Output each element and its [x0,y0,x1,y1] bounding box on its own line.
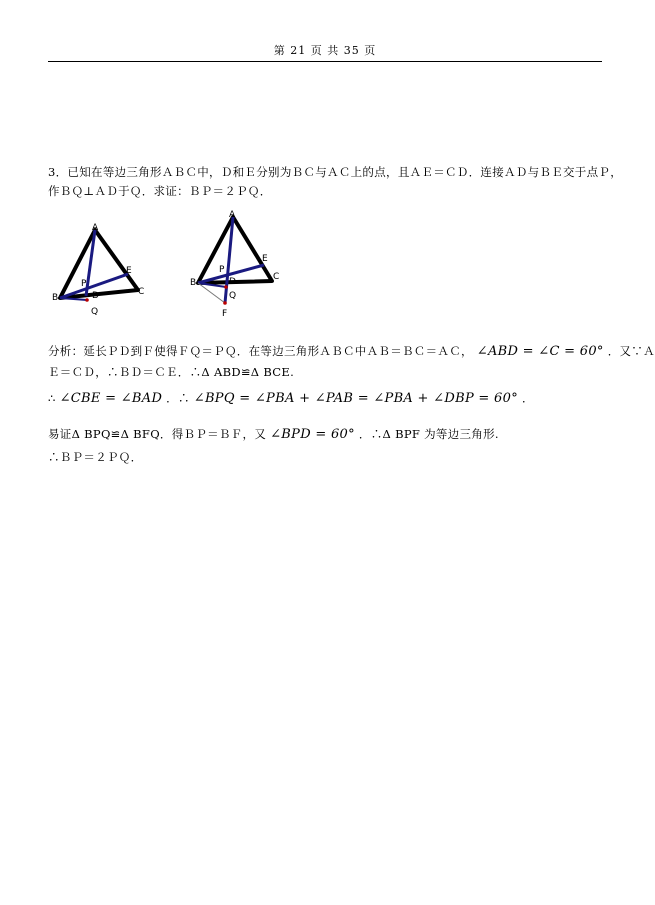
analysis-line-4-tail: ．∴Δ BPF 为等边三角形. [358,427,499,441]
label-q: Q [91,307,99,317]
label-q: Q [229,291,237,301]
analysis-line-4-text: 易证Δ BPQ≌Δ BFQ．得ＢＰ＝ＢＦ，又 [48,427,267,441]
label-p: P [219,265,225,275]
header-rule [48,61,602,62]
point-q [224,285,228,289]
label-c: C [273,272,280,282]
segment-bq [60,298,87,300]
angle-bpq-formula: ∠BPQ = ∠PBA + ∠PAB = ∠PBA + ∠DBP = 60° [193,391,518,406]
label-d: D [229,277,236,287]
analysis-line-3-tail: ． [521,391,534,405]
label-p: P [81,279,87,289]
triangle-abc [60,230,138,298]
point-f [223,301,227,305]
figure-1 [50,218,160,320]
page-number: 第 21 页 共 35 页 [273,44,377,57]
problem-line-2: 作ＢＱ⊥ＡＤ于Ｑ．求证：ＢＰ＝２ＰＱ． [48,184,272,198]
analysis-line-3-mid: ．∴ [166,391,190,405]
figure-2 [188,205,298,320]
label-a: A [229,210,236,220]
problem-line-1: 3．已知在等边三角形ＡＢＣ中，Ｄ和Ｅ分别为ＢＣ与ＡＣ上的点，且ＡＥ＝ＣＤ．连接ＡＤ与ＢＥ交于点Ｐ， [48,165,623,179]
analysis-line-2: Ｅ＝ＣＤ，∴ＢＤ＝ＣＥ．∴Δ ABD≌Δ BCE. [48,365,295,379]
label-e: E [126,266,132,276]
analysis-line-1 [48,343,655,359]
label-e: E [262,254,268,264]
analysis-line-1-tail: ．又∵Ａ [607,344,655,358]
label-b: B [52,293,59,303]
label-d: D [92,291,99,301]
therefore-symbol: ∴ [48,391,56,405]
label-c: C [138,287,145,297]
label-a: A [92,223,99,233]
label-b: B [190,278,197,288]
angle-abd-formula: ∠ABD = ∠C = 60° [476,344,604,359]
point-q [85,298,89,302]
analysis-line-3 [48,390,534,406]
label-f: F [222,309,228,319]
analysis-line-5: ∴ＢＰ＝２ＰＱ． [48,450,143,464]
angle-cbe-formula: ∠CBE = ∠BAD [59,391,163,406]
analysis-line-1-text: 分析：延长ＰＤ到Ｆ使得ＦＱ＝ＰＱ．在等边三角形ＡＢＣ中ＡＢ＝ＢＣ＝ＡＣ， [48,344,473,358]
angle-bpd-formula: ∠BPD = 60° [270,427,355,442]
analysis-line-4 [48,426,499,442]
